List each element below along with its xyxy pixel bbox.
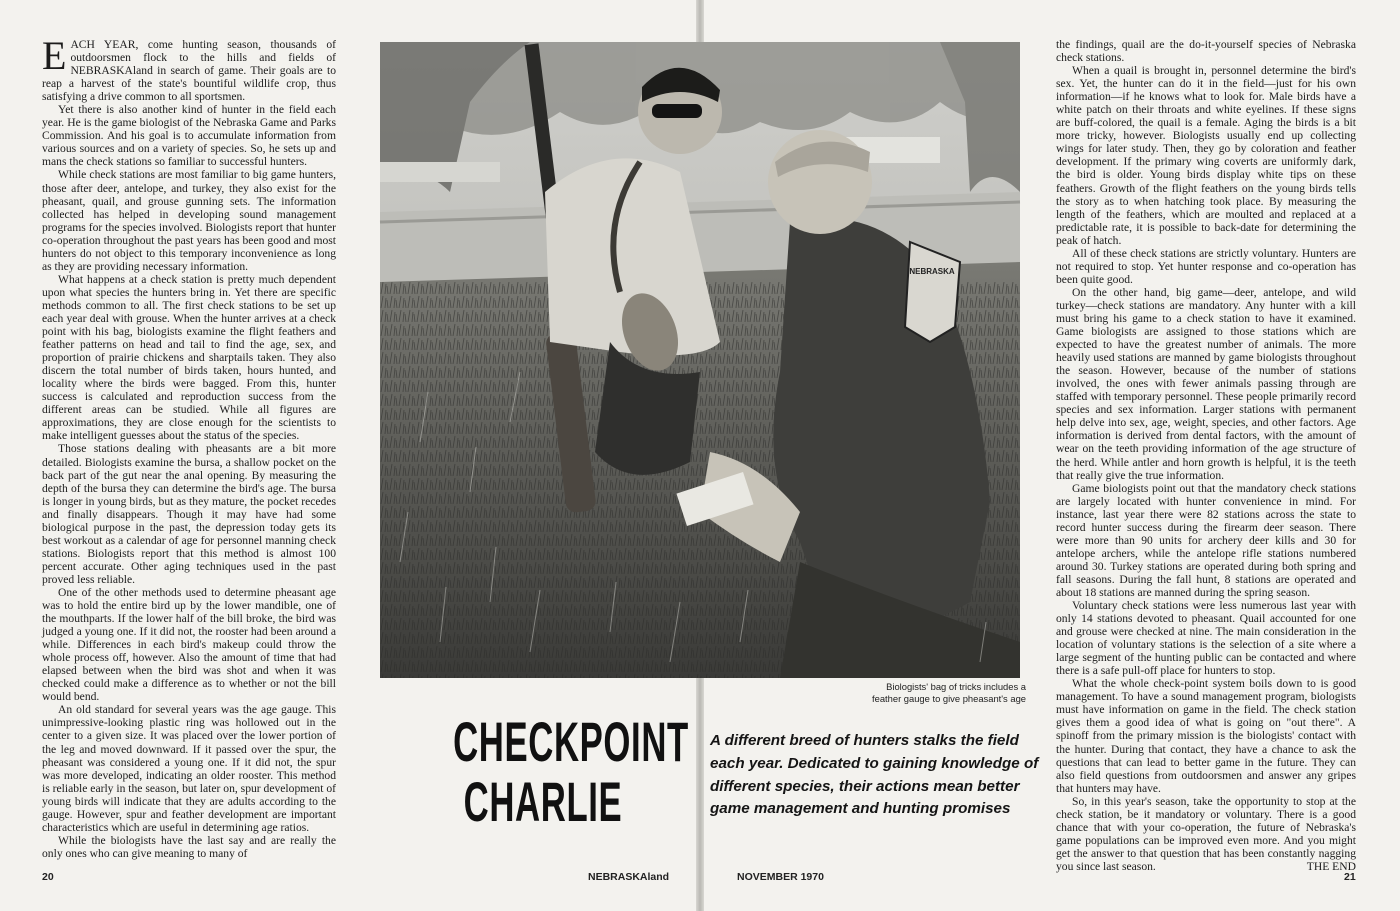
article-paragraph: Those stations dealing with pheasants are a bit more detailed. Biologists examine the bursa, a shallow pocket on the back part of the gut near the anal opening. By measuring the depth of the bursa they can determine the bird's age. The bursa is longer in young birds, but as they mature, the pocket recedes and finally disappears. Though it may have had some biological purpose in the past, the depression today gets its best workout as a calendar of age for personnel manning check stations. Biologists report that this method is almost 100 percent accurate. Other aging techniques used in the past proved less reliable. [42, 442, 336, 586]
shoulder-patch-text: NEBRASKA [909, 267, 955, 276]
article-right-column [1056, 38, 1356, 873]
article-headline [453, 710, 689, 833]
article-paragraph: On the other hand, big game—deer, antelope, and wild turkey—check stations are mandatory. Any hunter with a kill must bring his game to a check station to have it examined. Game biologists are assigned to those stations which are expected to have the greatest number of animals. The more heavily used stations are manned by game biologists throughout the season. However, because of the number of stations involved, the ones with fewer animals passing through are staffed with temporary personnel. These people primarily record species and sex information. Larger stations with permanent help delve into sex, age, weight, species, and other factors. Age information is derived from dental factors, with the amount of wear on the teeth providing information of the age structure of the herd. While antler and horn growth is helpful, it is the teeth that really give the true information. [1056, 285, 1356, 482]
article-left-column [42, 33, 336, 864]
right-folio-date: NOVEMBER 1970 [737, 871, 824, 883]
article-paragraph: While the biologists have the last say and are really the only ones who can give meaning to many of [42, 833, 336, 860]
right-page-number: 21 [1344, 871, 1356, 883]
article-paragraph: What the whole check-point system boils down to is good management. To have a sound management program, biologists must have information on game in the field. The check station gives them a good idea of what is going on "out there". A spinoff from the primary mission is the biologists' contact with the hunter. During that contact, they have a chance to ask the questions that can lead to better game in the future. They can also field questions from outdoorsmen and answer any gripes that hunters may have. [1056, 677, 1356, 795]
final-text: So, in this year's season, take the opportunity to stop at the check station, be it mandatory or voluntary. There is a good chance that with your co-operation, the future of Nebraska's game populations can be improved even more. And you might get the answer to that question that has been constantly nagging you since last season. [1056, 794, 1356, 873]
left-folio-magazine: NEBRASKAland [588, 871, 670, 883]
article-paragraph: An old standard for several years was the age gauge. This unimpressive-looking plastic ring was hollowed out in the center to a given size. It was placed over the lower portion of the leg and moved downward. If it passed over the spur, the pheasant was considered a young one. If it did not, the spur was more developed, indicating an older rooster. This method is reliable early in the season, but later on, spur development of young birds will indicate that they are adults according to the gauge. However, spur and feather development are important characteristics which are useful in determining age ratios. [42, 703, 336, 834]
article-photo [380, 42, 1020, 678]
article-paragraph: the findings, quail are the do-it-yourself species of Nebraska check stations. [1056, 38, 1356, 65]
photo-caption: Biologists' bag of tricks includes a feather gauge to give pheasant's age [872, 681, 1026, 704]
drop-cap: E [42, 33, 67, 78]
article-lead-paragraph [42, 33, 336, 104]
article-final-paragraph [1056, 795, 1356, 873]
article-paragraph: What happens at a check station is pretty much dependent upon what species the hunters bring in. Yet there are specific methods common to all. The first check stations to be set up each year deal with grouse. When the hunter arrives at a check point with his bag, biologists examine the flight feathers and feather patterns on head and tail to find the age, sex, and proportion of prairie chickens and sharptails taken. They also discern the total number of birds taken, hours hunted, and locality where the birds were bagged. From this, hunter success is calculated and reproduction success from the different areas can be studied. While all figures are approximations, they are close enough for the scientists to make intelligent guesses about the status of the species. [42, 272, 336, 443]
headline-line: CHARLIE [463, 770, 623, 833]
article-paragraph: While check stations are most familiar to big game hunters, those after deer, antelope, and turkey, they also exist for the pheasant, quail, and grouse gunning sets. The information collected has helped in developing sound management programs for the species involved. Biologists report that hunter co-operation throughout the past years has been good and most hunters do not object to this temporary inconvenience as long as they are providing necessary information. [42, 168, 336, 273]
photo-illustration [380, 42, 1020, 678]
article-paragraph: Yet there is also another kind of hunter in the field each year. He is the game biologist of the Nebraska Game and Parks Commission. And his goal is to accumulate information from various sources and on a variety of species. So, he sets up and mans the check stations so familiar to successful hunters. [42, 103, 336, 169]
article-deck: A different breed of hunters stalks the field each year. Dedicated to gaining knowledge of different species, their actions mean better game management and hunting promises [710, 732, 1039, 818]
the-end-marker: THE END [1306, 859, 1356, 873]
headline-line: CHECKPOINT [453, 710, 689, 773]
article-paragraph: When a quail is brought in, personnel determine the bird's sex. Yet, the hunter can do it in the field—just for his own information—if he knows what to look for. Male birds have a white patch on their throats and white eyelines. If these signs are buff-colored, the quail is a female. Aging the birds is a bit more tricky, however. Biologists usually end up collecting wings for later study. Then, they go by coloration and feather development. If the primary wing coverts are uniformly dark, the bird is older. Young birds display white tips on these feathers. Growth of the flight feathers on the young birds tells the story as to when hatching took place. By measuring the length of the feathers, which are moulted and replaced at a predictable rate, it is possible to back-date for determining the peak of hatch. [1056, 64, 1356, 247]
article-paragraph: Voluntary check stations were less numerous last year with only 14 stations devoted to pheasant. Quail accounted for one and grouse were checked at nine. The main consideration in the location of voluntary stations is the selection of a site where a large segment of the hunting public can be contacted and where there is a safe pull-off place for hunters to stop. [1056, 599, 1356, 678]
left-page-number: 20 [42, 871, 54, 883]
article-paragraph: One of the other methods used to determine pheasant age was to hold the entire bird up by the lower mandible, one of the mouthparts. If the lower half of the bill broke, the bird was judged a young one. If it did not, the rooster had been around a while. Differences in each bird's makeup could throw the whole process off, however. Also the amount of time that had elapsed between when the bird was shot and when it was checked could make a difference as to whether or not the bill would bend. [42, 585, 336, 704]
lead-text: ACH YEAR, come hunting season, thousands of outdoorsmen flock to the hills and fields of NEBRASKAland in search of game. Their goals are to reap a harvest of the state's bountiful wildlife crop, thus satisfying a drive common to all sportsmen. [42, 38, 336, 104]
article-paragraph: Game biologists point out that the mandatory check stations are largely located with hunter convenience in mind. For instance, last year there were 82 stations across the state to record hunter success during the firearm deer season. There were more than 90 units for archery deer kills and 30 for antelope archers, while the antelope rifle stations numbered around 30. Turkey stations are operated during both spring and fall seasons. During the fall hunt, 8 stations are operated and about 18 stations are manned during the spring season. [1056, 481, 1356, 599]
article-paragraph: All of these check stations are strictly voluntary. Hunters are not required to stop. Yet hunter response and co-operation has been quite good. [1056, 246, 1356, 286]
